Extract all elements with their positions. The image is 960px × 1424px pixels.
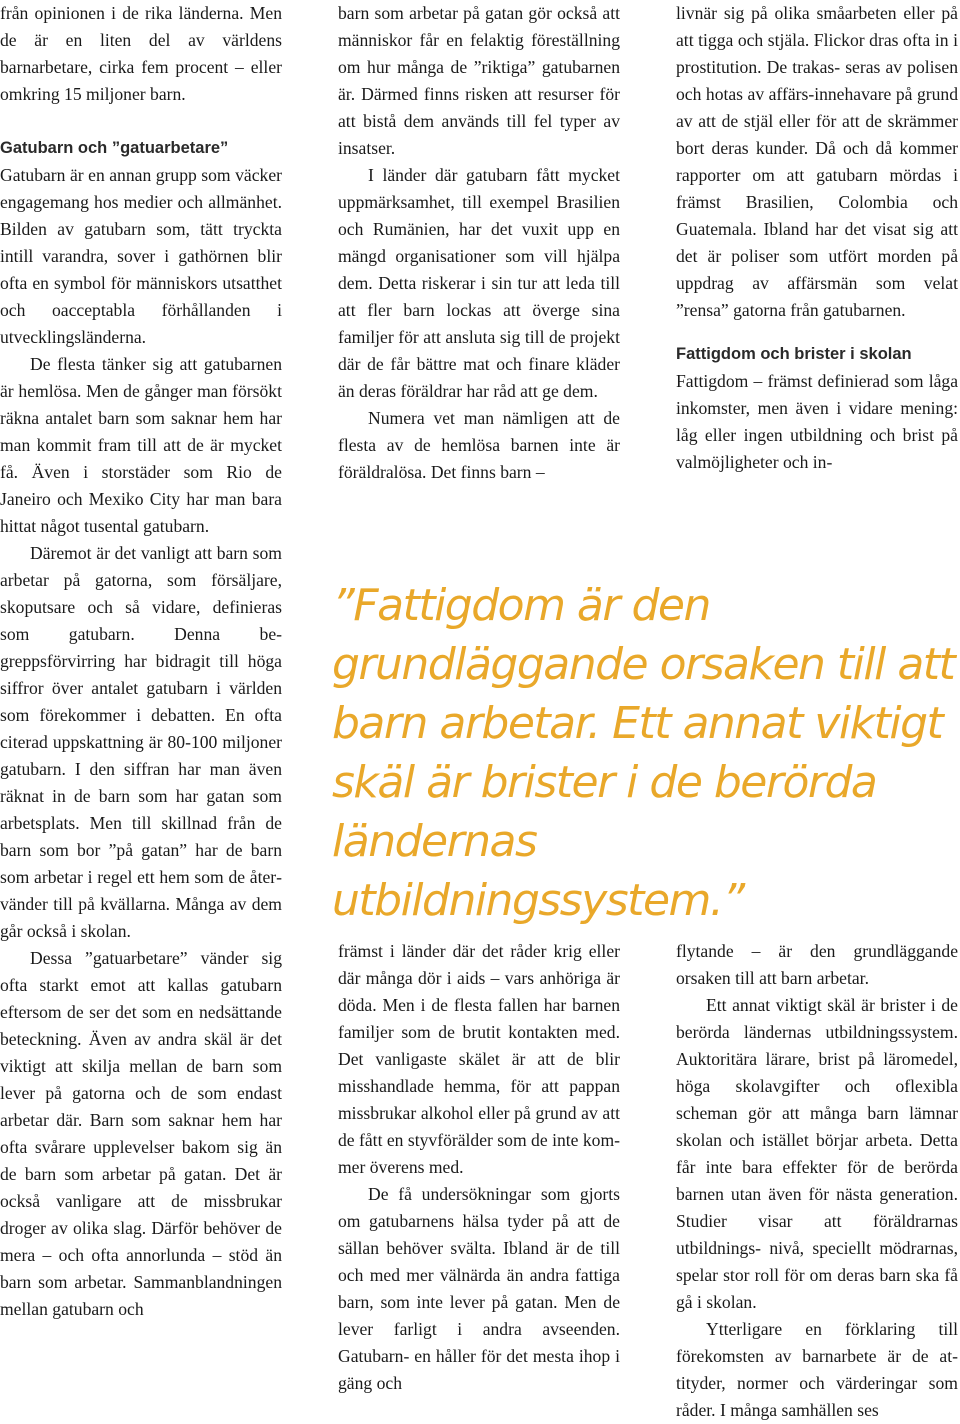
body-paragraph: barn som arbetar på gatan gör också att människor får en felaktig föreställning om hur många de ”riktiga” gatubarnen är. Därmed finns risken att resurser för att bistå dem används till fel typer av insatser. [338, 3, 620, 158]
body-paragraph: främst i länder där det råder krig eller där många dör i aids – vars anhöriga är döda. Men i de flesta fallen har barnen familjer som de brutit kontakten med. Det vanligaste skälet är att de blir misshandlade hemma, för att pappan missbrukar alkohol eller på grund av att de fått en styvförälder som de inte kommer överens med. [338, 941, 620, 1177]
body-paragraph: Fattigdom – främst definierad som låga inkomster, men även i vidare mening: låg eller ingen utbildning och brist på valmöjligheter och in- [676, 371, 958, 472]
body-paragraph: Däremot är det vanligt att barn som arbetar på gatorna, som försäljare, skoputsare och så vidare, definieras som gatubarn. Denna begreppsförvirring har bidragit till höga siffror över antalet gatubarn i världen som förekommer i debatten. En ofta citerad uppskattning är 80-100 miljoner gatubarn. I den siffran har man även räknat in de barn som har gatan som arbetsplats. Men till skillnad från de barn som bor ”på gatan” har de barn som arbetar i regel ett hem som de återvänder till på kvällarna. Många av dem går också i skolan. [0, 543, 282, 941]
pull-quote: ”Fattigdom är den grundläggande orsaken till att barn arbetar. Ett annat viktigt skäl är brister i de berörda ländernas utbildningssystem.” [332, 580, 955, 926]
body-paragraph: Gatubarn är en annan grupp som väcker engagemang hos medier och allmänhet. Bilden av gatubarn som, tätt tryckta intill varandra, sover i gathörnen blir ofta en symbol för människors utsatthet och oacceptabla förhållanden i utvecklingsländerna. [0, 165, 282, 347]
body-paragraph: Ett annat viktigt skäl är brister i de berörda ländernas utbildningssystem. Auktoritära lärare, brist på läromedel, höga skolavgifter och oflexibla scheman gör att många barn lämnar skolan och istället börjar arbeta. Detta får inte bara effekter för de berörda barnen utan även för nästa generation. Studier visar att föräldrarnas utbildnings- nivå, speciellt mödrarnas, spelar stor roll för om deras barn ska få gå i skolan. [676, 995, 958, 1312]
section-heading-street-children: Gatubarn och ”gatuarbetare” [0, 139, 229, 157]
section-heading-poverty: Fattigdom och brister i skolan [676, 345, 912, 363]
body-paragraph: Ytterligare en förklaring till förekomsten av barnarbete är de attityder, normer och värderingar som råder. I många samhällen ses [676, 1319, 958, 1420]
body-paragraph: De flesta tänker sig att gatubarnen är hemlösa. Men de gånger man försökt räkna antalet barn som saknar hem har man kommit fram till att de är mycket få. Även i storstäder som Rio de Janeiro och Mexiko City har man bara hittat något tusental gatubarn. [0, 354, 282, 536]
body-paragraph: livnär sig på olika småarbeten eller på att tigga och stjäla. Flickor dras ofta in i prostitution. De trakas- seras av polisen och hotas av affärs-innehavare på grund av att de stjäl eller för att de skrämmer bort deras kunder. Då och då kommer rapporter om att gatubarn mördas i främst Brasilien, Colombia och Guatemala. Ibland har det visat sig att det är poliser som utfört morden på uppdrag av affärsmän som velat ”rensa” gatorna från gatubarnen. [676, 3, 958, 320]
column-2 [338, 0, 620, 486]
column-2-lower [338, 938, 620, 1397]
body-paragraph: flytande – är den grundläggande orsaken till att barn arbetar. [676, 941, 958, 988]
body-paragraph: De få undersökningar som gjorts om gatubarnens hälsa tyder på att de sällan behöver svälta. Ibland är de till och med mer välnärda än andra fattiga barn, som inte lever på gatan. Men de lever farligt i andra avseenden. Gatubarn- en håller för det mesta ihop i gäng och [338, 1184, 620, 1393]
column-3-lower [676, 938, 958, 1424]
body-paragraph: I länder där gatubarn fått mycket uppmärksamhet, till exempel Brasilien och Rumänien, har det vuxit upp en mängd organisationer som vill hjälpa dem. Detta riskerar i sin tur att leda till att fler barn lockas att överge sina familjer för att ansluta sig till de projekt där de får bättre mat och finare kläder än deras föräldrar har råd att ge dem. [338, 165, 620, 401]
body-paragraph: Numera vet man nämligen att de flesta av de hemlösa barnen inte är föräldralösa. Det finns barn – [338, 408, 620, 482]
column-1 [0, 0, 282, 1323]
body-paragraph: Dessa ”gatuarbetare” vänder sig ofta starkt emot att kallas gatubarn eftersom de ser det som en nedsättande beteckning. Även av andra skäl är det viktigt att skilja mellan de barn som lever på gatorna och de som endast arbetar där. Barn som saknar hem har ofta svårare upplevelser bakom sig än de barn som arbetar på gatan. Det är också vanligare att de missbrukar droger av olika slag. Därför behöver de mera – och ofta annorlunda – stöd än barn som arbetar. Sammanblandningen mellan gatubarn och [0, 948, 282, 1319]
column-3 [676, 0, 958, 476]
intro-paragraph: från opinionen i de rika länderna. Men de är en liten del av världens barnarbetare, cirka fem procent – eller omkring 15 miljoner barn. [0, 3, 282, 104]
